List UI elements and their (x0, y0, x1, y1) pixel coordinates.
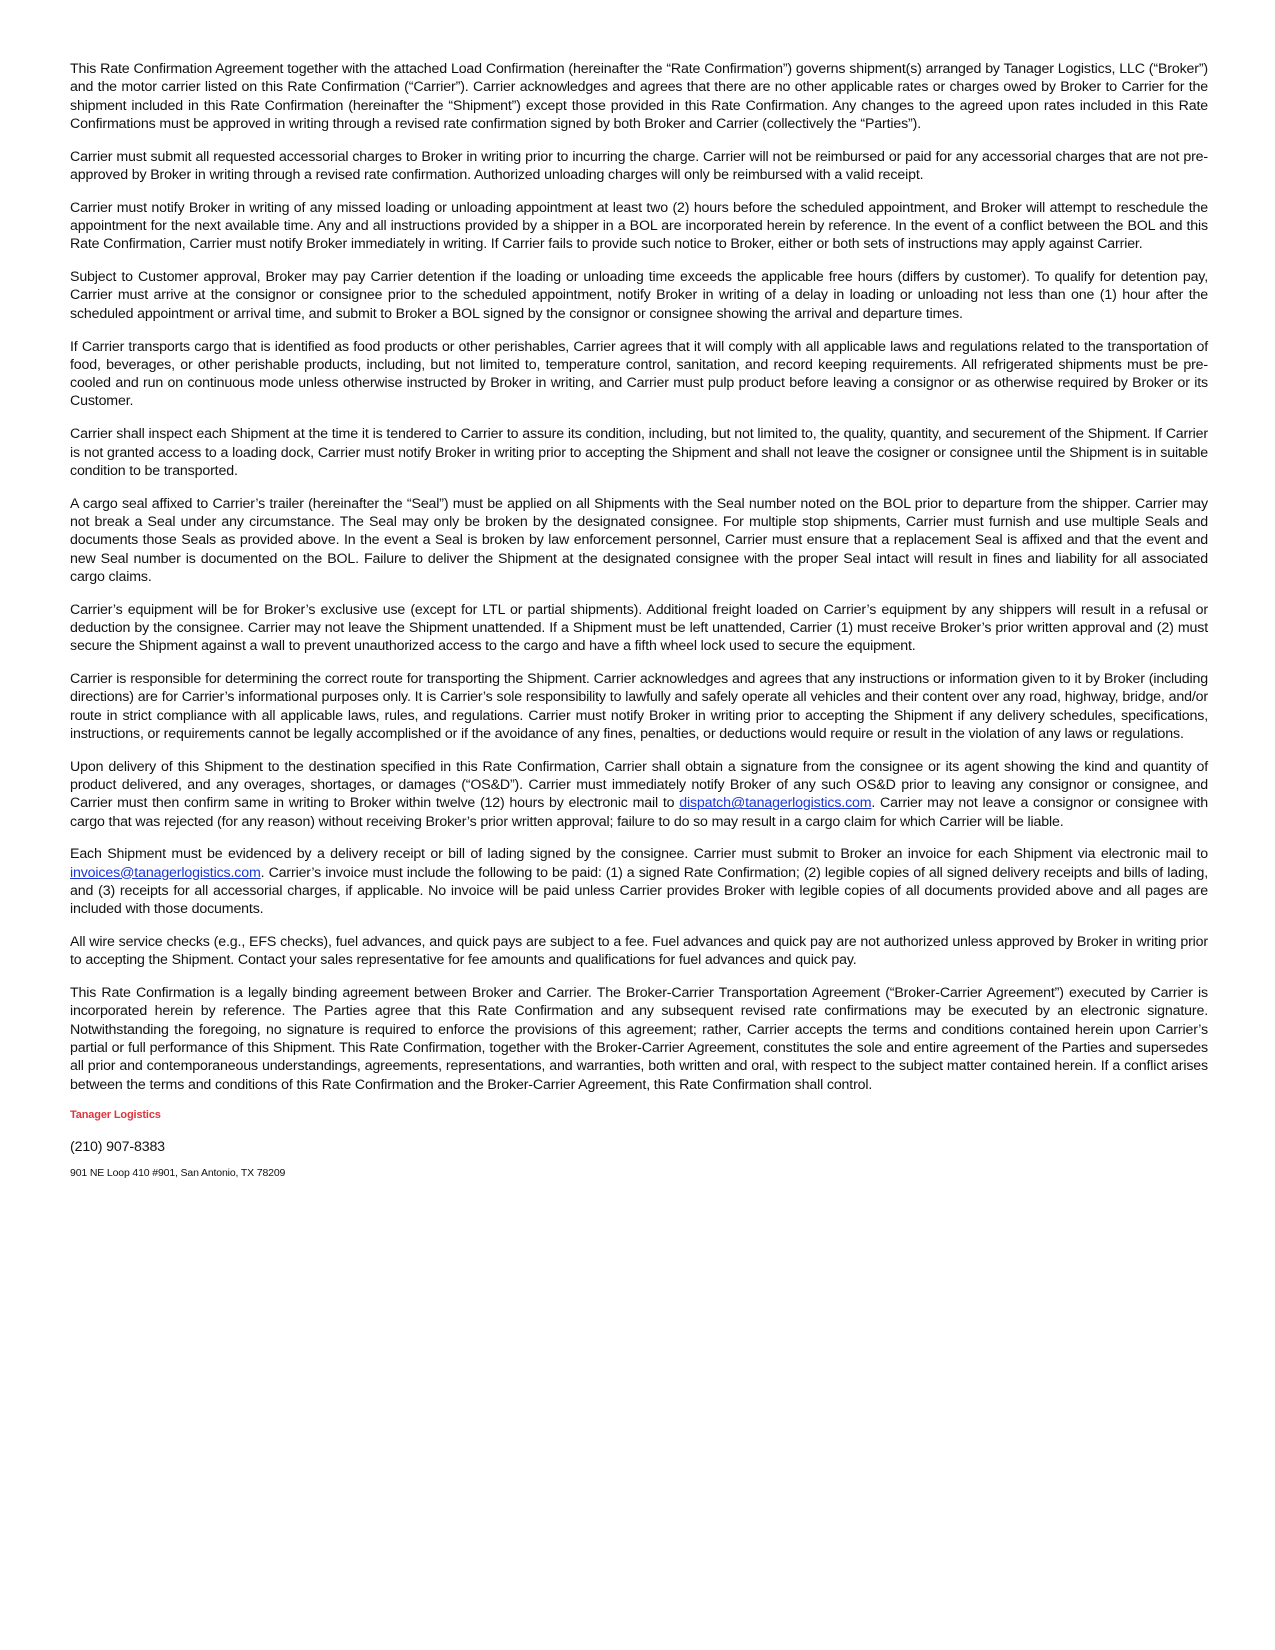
dispatch-email-link[interactable]: dispatch@tanagerlogistics.com (679, 795, 872, 812)
invoice-text-before: Each Shipment must be evidenced by a delivery receipt or bill of lading signed by the consignee. Carrier must submit to Broker an invoice for each Shipment via electronic mail to (70, 846, 1208, 863)
company-phone: (210) 907-8383 (70, 1139, 165, 1156)
paragraph-delivery (70, 758, 1208, 831)
company-name: Tanager Logistics (70, 1109, 161, 1122)
paragraph-cargo-seal: A cargo seal affixed to Carrier’s trailer (hereinafter the “Seal”) must be applied on all Shipments with the Seal number noted on the BOL prior to departure from the shipper. Carrier may not break a Seal under any circumstance. The Seal may only be broken by the designated consignee. For multiple stop shipments, Carrier must furnish and use multiple Seals and documents those Seals as provided above. In the event a Seal is broken by law enforcement personnel, Carrier must ensure that a replacement Seal is affixed and that the event and new Seal number is documented on the BOL. Failure to deliver the Shipment at the designated consignee with the proper Seal intact will result in fines and liability for all associated cargo claims. (70, 495, 1208, 585)
paragraph-binding-agreement: This Rate Confirmation is a legally binding agreement between Broker and Carrier. The Broker-Carrier Transportation Agreement (“Broker-Carrier Agreement”) executed by Carrier is incorporated herein by reference. The Parties agree that this Rate Confirmation and any subsequent revised rate confirmations may be executed by an electronic signature. Notwithstanding the foregoing, no signature is required to enforce the provisions of this agreement; rather, Carrier accepts the terms and conditions contained herein upon Carrier’s partial or full performance of this Shipment. This Rate Confirmation, together with the Broker-Carrier Agreement, constitutes the sole and entire agreement of the Parties and supersedes all prior and contemporaneous understandings, agreements, representations, and warranties, both written and oral, with respect to the subject matter contained herein. If a conflict arises between the terms and conditions of this Rate Confirmation and the Broker-Carrier Agreement, this Rate Confirmation shall control. (70, 985, 1208, 1093)
paragraph-invoicing (70, 845, 1208, 918)
paragraph-rate-confirmation: This Rate Confirmation Agreement together with the attached Load Confirmation (hereinafter the “Rate Confirmation”) governs shipment(s) arranged by Tanager Logistics, LLC (“Broker”) and the motor carrier listed on this Rate Confirmation (“Carrier”). Carrier acknowledges and agrees that there are no other applicable rates or charges owed by Broker to Carrier for the shipment included in this Rate Confirmation (hereinafter the “Shipment”) except those provided in this Rate Confirmation. Any changes to the agreed upon rates included in this Rate Confirmations must be approved in writing through a revised rate confirmation signed by both Broker and Carrier (collectively the “Parties”). (70, 61, 1208, 132)
paragraph-missed-appointment: Carrier must notify Broker in writing of any missed loading or unloading appointment at least two (2) hours before the scheduled appointment, and Broker will attempt to reschedule the appointment for the next available time. Any and all instructions provided by a shipper in a BOL are incorporated herein by reference. In the event of a conflict between the BOL and this Rate Confirmation, Carrier must notify Broker immediately in writing. If Carrier fails to provide such notice to Broker, either or both sets of instructions may apply against Carrier. (70, 199, 1208, 253)
paragraph-detention: Subject to Customer approval, Broker may pay Carrier detention if the loading or unloading time exceeds the applicable free hours (differs by customer). To qualify for detention pay, Carrier must arrive at the consignor or consignee prior to the scheduled appointment, notify Broker in writing of a delay in loading or unloading not less than one (1) hour after the scheduled appointment or arrival time, and submit to Broker a BOL signed by the consignor or consignee showing the arrival and departure times. (70, 269, 1208, 322)
paragraph-accessorial-charges: Carrier must submit all requested accessorial charges to Broker in writing prior to incurring the charge. Carrier will not be reimbursed or paid for any accessorial charges that are not pre-approved by Broker in writing through a revised rate confirmation. Authorized unloading charges will only be reimbursed with a valid receipt. (70, 148, 1208, 183)
paragraph-routing: Carrier is responsible for determining the correct route for transporting the Shipment. Carrier acknowledges and agrees that any instructions or information given to it by Broker (including directions) are for Carrier’s informational purposes only. It is Carrier’s sole responsibility to lawfully and safely operate all vehicles and their content over any road, highway, bridge, and/or route in strict compliance with all applicable laws, rules, and regulations. Carrier must notify Broker in writing prior to accepting the Shipment if any delivery schedules, specifications, instructions, or requirements cannot be legally accomplished or if the avoidance of any fines, penalties, or deductions would require or result in the violation of any laws or regulations. (70, 671, 1208, 742)
delivery-text-after: . Carrier may not leave a consignor or consignee with cargo that was rejected (for any reason) without receiving Broker’s prior written approval; failure to do so may result in a cargo claim for which Carrier will be liable. (70, 795, 1208, 830)
paragraph-equipment-use: Carrier’s equipment will be for Broker’s exclusive use (except for LTL or partial shipments). Additional freight loaded on Carrier’s equipment by any shippers will result in a refusal or deduction by the consignee. Carrier may not leave the Shipment unattended. If a Shipment must be left unattended, Carrier (1) must receive Broker’s prior written approval and (2) must secure the Shipment against a wall to prevent unauthorized access to the cargo and have a fifth wheel lock used to secure the equipment. (70, 601, 1208, 655)
paragraph-fees: All wire service checks (e.g., EFS checks), fuel advances, and quick pays are subject to a fee. Fuel advances and quick pay are not authorized unless approved by Broker in writing prior to accepting the Shipment. Contact your sales representative for fee amounts and qualifications for fuel advances and quick pay. (70, 934, 1208, 969)
paragraph-perishables: If Carrier transports cargo that is identified as food products or other perishables, Carrier agrees that it will comply with all applicable laws and regulations related to the transportation of food, beverages, or other perishable products, including, but not limited to, temperature control, sanitation, and record keeping requirements. All refrigerated shipments must be pre-cooled and run on continuous mode unless otherwise instructed by Broker in writing, and Carrier must pulp product before leaving a consignor or as otherwise required by Broker or its Customer. (70, 338, 1208, 410)
company-address: 901 NE Loop 410 #901, San Antonio, TX 78209 (70, 1167, 286, 1180)
paragraph-inspection: Carrier shall inspect each Shipment at the time it is tendered to Carrier to assure its condition, including, but not limited to, the quality, quantity, and securement of the Shipment. If Carrier is not granted access to a loading dock, Carrier must notify Broker in writing prior to accepting the Shipment and shall not leave the cosigner or consignee until the Shipment is in suitable condition to be transported. (70, 426, 1208, 479)
invoice-text-after: . Carrier’s invoice must include the following to be paid: (1) a signed Rate Confirmation; (2) legible copies of all signed delivery receipts and bills of lading, and (3) receipts for all accessorial charges, if applicable. No invoice will be paid unless Carrier provides Broker with legible copies of all documents provided above and all pages are included with those documents. (70, 864, 1208, 918)
document-page (70, 60, 1208, 1180)
delivery-text-before: Upon delivery of this Shipment to the destination specified in this Rate Confirmation, Carrier shall obtain a signature from the consignee or its agent showing the kind and quantity of product delivered, and any overages, shortages, or damages (“OS&D”). Carrier must immediately notify Broker of any such OS&D prior to leaving any consignor or consignee, and Carrier must then confirm same in writing to Broker within twelve (12) hours by electronic mail to (70, 758, 1208, 812)
invoices-email-link[interactable]: invoices@tanagerlogistics.com (70, 864, 261, 881)
